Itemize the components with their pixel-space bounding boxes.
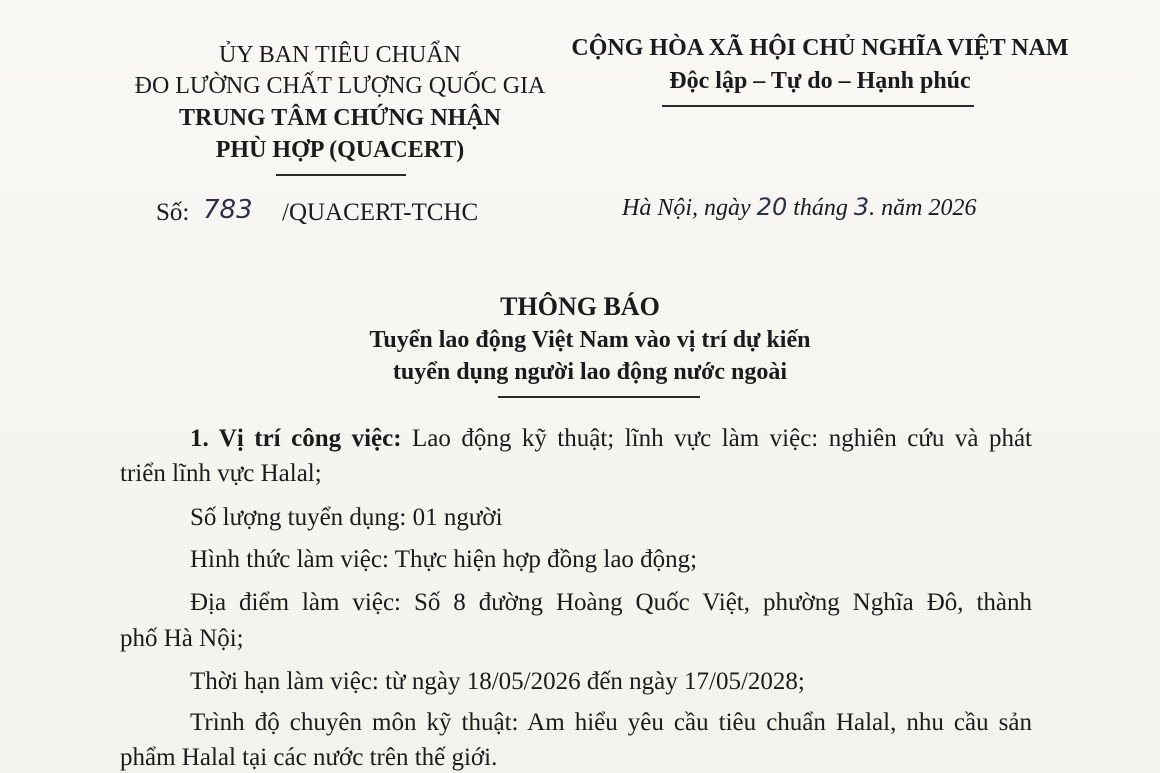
date-place xyxy=(622,195,977,220)
document-number-handwritten: 783 xyxy=(203,195,253,225)
work-form-line: Hình thức làm việc: Thực hiện hợp đồng lao động; xyxy=(190,546,698,573)
notice-title: THÔNG BÁO xyxy=(500,292,660,321)
quantity-line: Số lượng tuyển dụng: 01 người xyxy=(190,504,503,531)
work-location-line-2: phố Hà Nội; xyxy=(120,625,244,652)
date-prefix: Hà Nội, ngày xyxy=(622,195,757,221)
date-month-handwritten: 3 xyxy=(853,193,870,221)
section-1-label: 1. Vị trí công việc: xyxy=(190,425,402,452)
date-day-handwritten: 20 xyxy=(756,193,788,221)
qualification-line-2: phẩm Halal tại các nước trên thế giới. xyxy=(120,744,498,771)
organization-name-line-1: TRUNG TÂM CHỨNG NHẬN xyxy=(179,105,501,131)
title-underline xyxy=(498,396,700,398)
national-title: CỘNG HÒA XÃ HỘI CHỦ NGHĨA VIỆT NAM xyxy=(571,35,1069,61)
notice-subtitle-line-2: tuyển dụng người lao động nước ngoài xyxy=(392,359,788,385)
agency-line-1: ỦY BAN TIÊU CHUẨN xyxy=(219,42,461,68)
work-duration-line: Thời hạn làm việc: từ ngày 18/05/2026 đến ngày 17/05/2028; xyxy=(190,668,805,695)
date-month-label: tháng xyxy=(787,195,854,221)
national-motto: Độc lập – Tự do – Hạnh phúc xyxy=(669,68,971,94)
date-year-part: . năm 2026 xyxy=(869,195,977,221)
section-1-text: Lao động kỹ thuật; lĩnh vực làm việc: nghiên cứu và phát xyxy=(412,425,1032,452)
right-header-underline xyxy=(662,105,974,107)
qualification-line-1: Trình độ chuyên môn kỹ thuật: Am hiểu yêu cầu tiêu chuẩn Halal, nhu cầu sản xyxy=(190,709,1032,736)
document-number-label: Số: xyxy=(156,199,190,226)
section-1-continuation: triển lĩnh vực Halal; xyxy=(120,460,322,487)
section-1-heading-line xyxy=(190,426,1032,451)
left-header-underline xyxy=(276,174,406,176)
work-location-line-1: Địa điểm làm việc: Số 8 đường Hoàng Quốc Việt, phường Nghĩa Đô, thành xyxy=(190,589,1032,616)
organization-name-line-2: PHÙ HỢP (QUACERT) xyxy=(215,137,465,163)
agency-line-2: ĐO LƯỜNG CHẤT LƯỢNG QUỐC GIA xyxy=(134,73,546,99)
notice-subtitle-line-1: Tuyển lao động Việt Nam vào vị trí dự kiến xyxy=(369,327,811,353)
document-number-suffix: /QUACERT-TCHC xyxy=(282,199,479,226)
